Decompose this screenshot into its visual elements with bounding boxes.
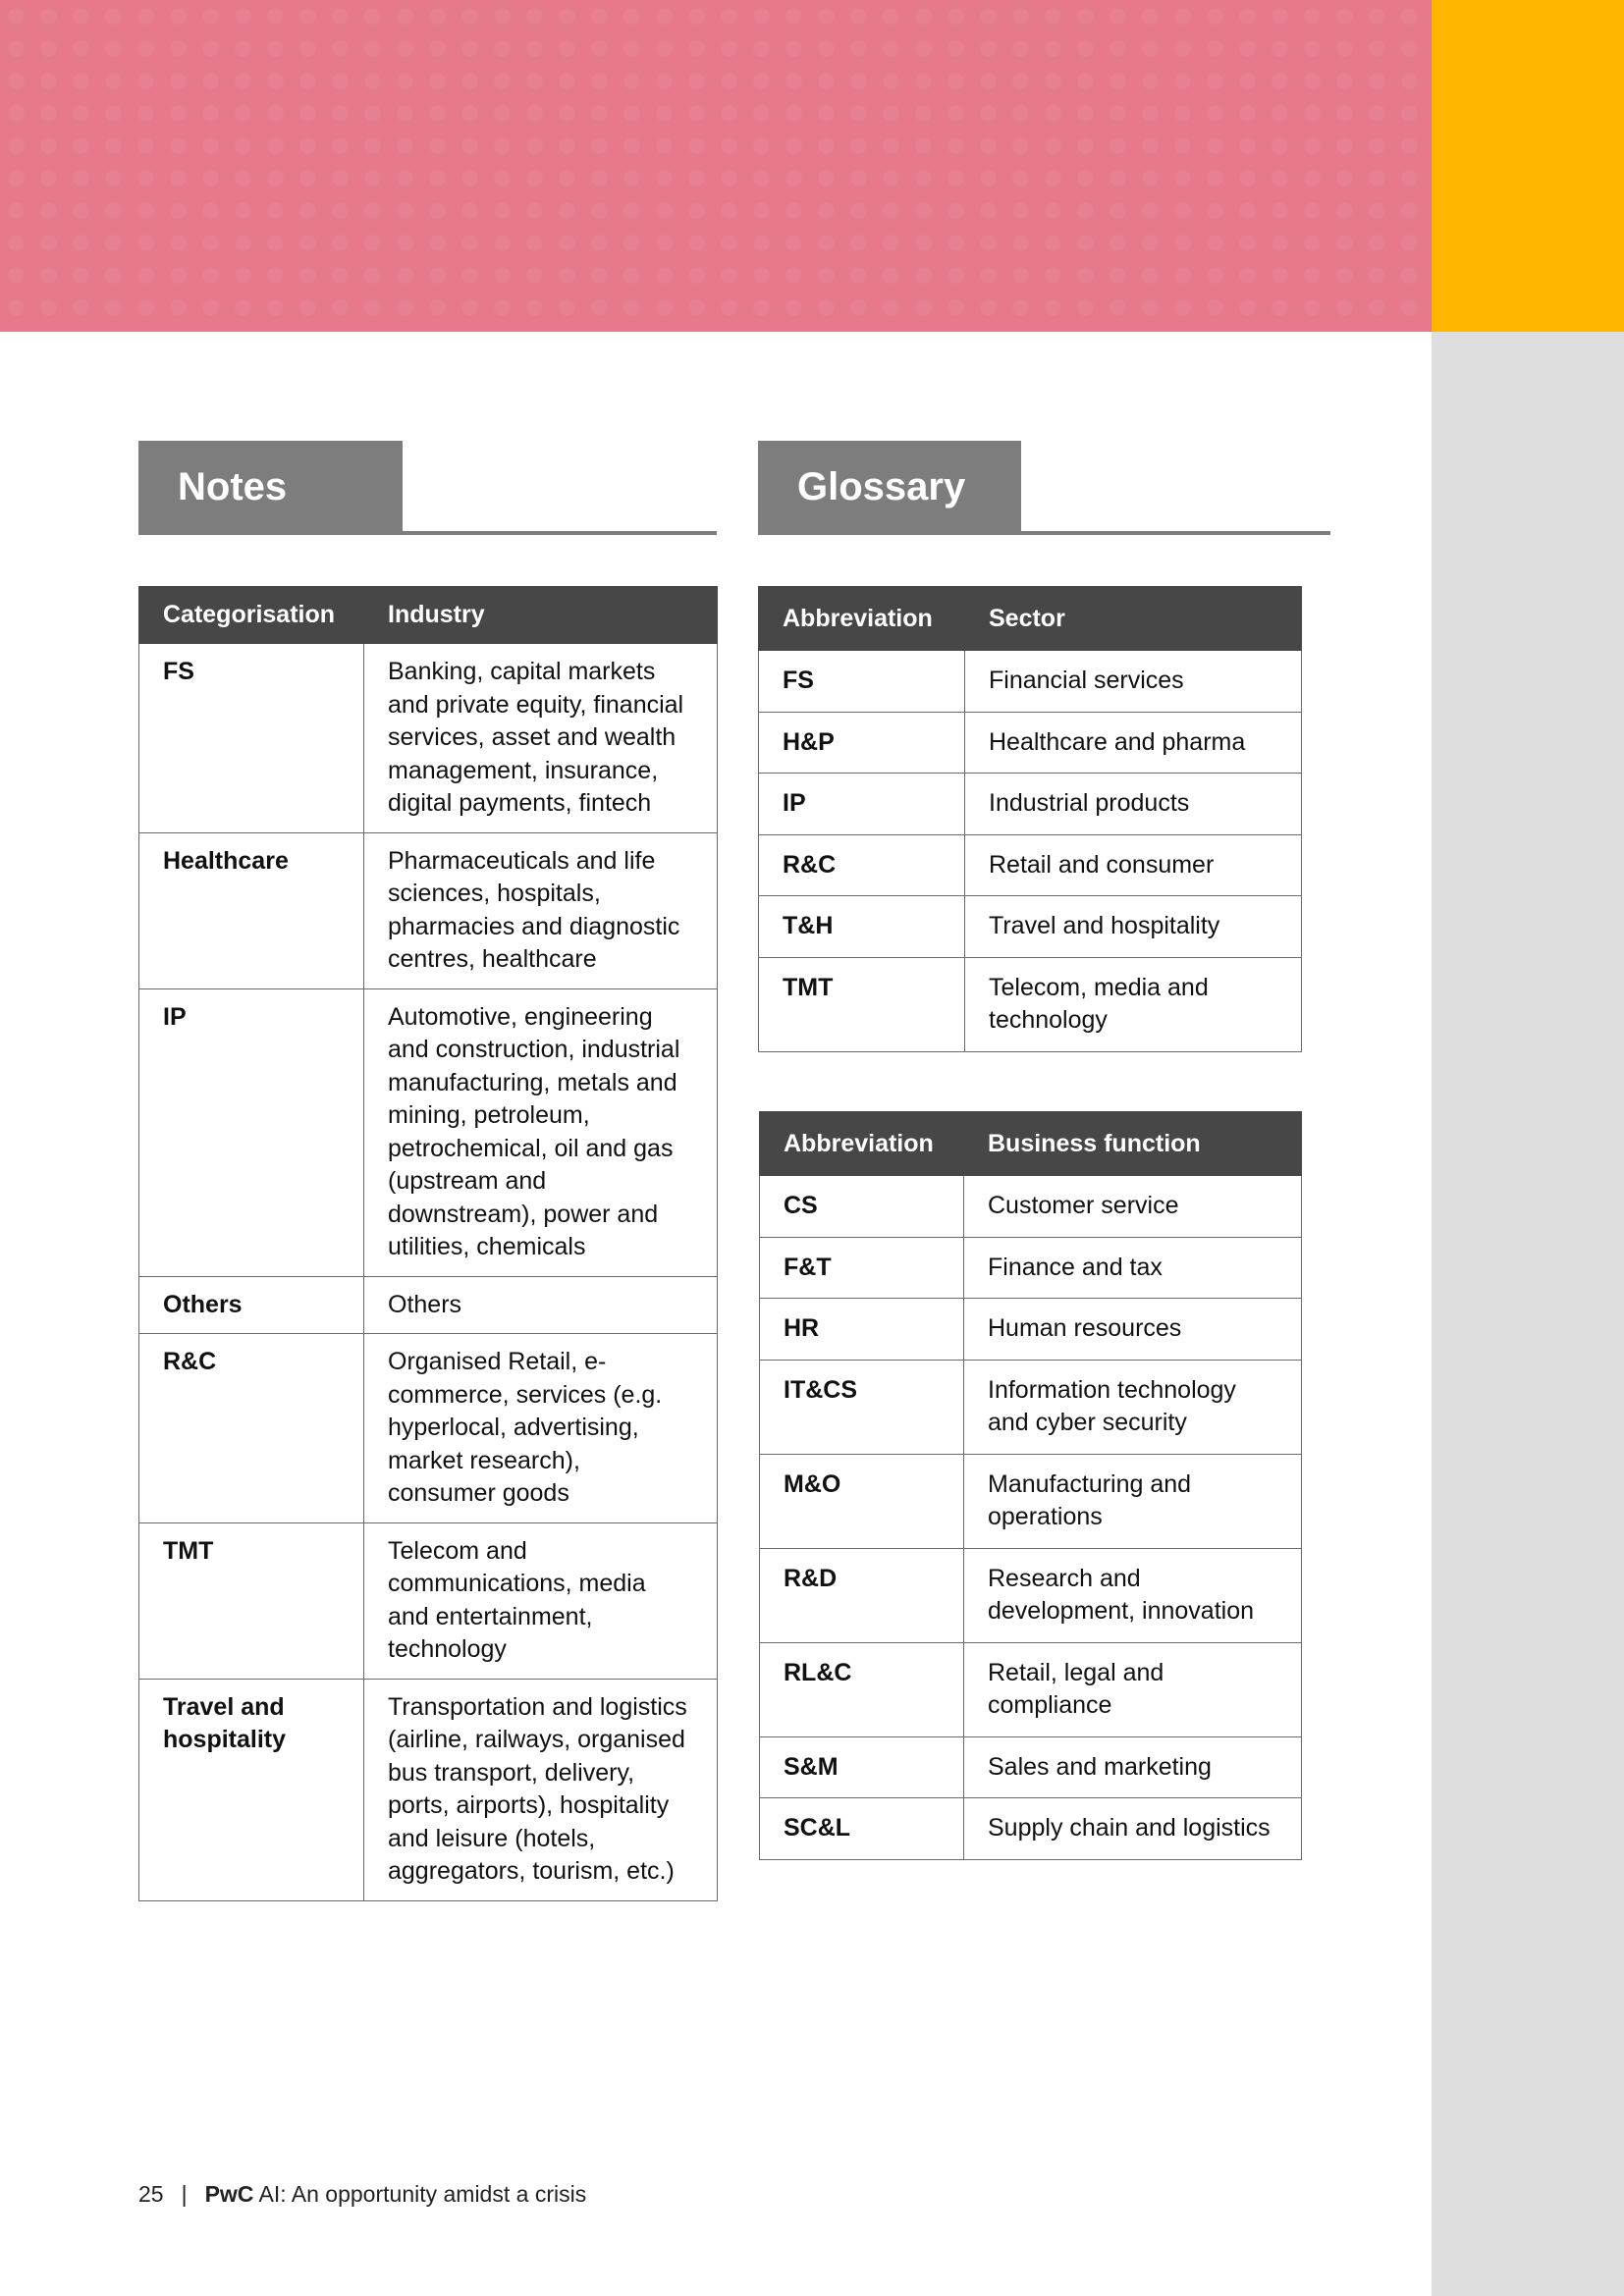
sector-cell: Telecom, media and technology [965, 957, 1302, 1051]
column-header: Categorisation [139, 587, 364, 644]
table-row [760, 1360, 1302, 1454]
industry-cell: Others [364, 1276, 718, 1334]
category-cell: Others [139, 1276, 364, 1334]
table-header-row [760, 1112, 1302, 1176]
footer-title: AI: An opportunity amidst a crisis [258, 2181, 587, 2207]
sector-cell: Industrial products [965, 774, 1302, 835]
industry-cell: Automotive, engineering and construction, industrial manufacturing, metals and mining, petroleum, petrochemical, oil and gas (upstream and downstream), power and utilities, chemicals [364, 988, 718, 1276]
abbreviation-cell: CS [760, 1176, 964, 1238]
function-cell: Supply chain and logistics [964, 1798, 1302, 1860]
sector-table [758, 586, 1302, 1052]
column-header: Abbreviation [759, 587, 965, 651]
industry-cell: Pharmaceuticals and life sciences, hospitals, pharmacies and diagnostic centres, healthcare [364, 832, 718, 988]
industry-cell: Transportation and logistics (airline, railways, organised bus transport, delivery, ports, airports), hospitality and leisure (hotels, aggregators, tourism, etc.) [364, 1679, 718, 1900]
table-row [759, 651, 1302, 713]
column-header: Industry [364, 587, 718, 644]
table-row [760, 1299, 1302, 1361]
sector-cell: Financial services [965, 651, 1302, 713]
table-row [139, 644, 718, 833]
category-cell: Travel and hospitality [139, 1679, 364, 1900]
notes-title: Notes [138, 441, 403, 533]
abbreviation-cell: M&O [760, 1454, 964, 1548]
category-cell: IP [139, 988, 364, 1276]
table-row [760, 1176, 1302, 1238]
page-number: 25 [138, 2181, 164, 2207]
abbreviation-cell: R&C [759, 834, 965, 896]
table-row [759, 896, 1302, 958]
function-cell: Retail, legal and compliance [964, 1642, 1302, 1736]
function-cell: Customer service [964, 1176, 1302, 1238]
abbreviation-cell: FS [759, 651, 965, 713]
side-strip [1432, 332, 1624, 2296]
table-row [759, 774, 1302, 835]
function-cell: Finance and tax [964, 1237, 1302, 1299]
sector-cell: Travel and hospitality [965, 896, 1302, 958]
abbreviation-cell: IP [759, 774, 965, 835]
category-cell: Healthcare [139, 832, 364, 988]
function-cell: Sales and marketing [964, 1736, 1302, 1798]
category-cell: FS [139, 644, 364, 833]
header-banner [0, 0, 1432, 332]
industry-cell: Organised Retail, e-commerce, services (e.g. hyperlocal, advertising, market research), consumer goods [364, 1334, 718, 1523]
function-cell: Research and development, innovation [964, 1548, 1302, 1642]
table-row [139, 1276, 718, 1334]
sector-cell: Retail and consumer [965, 834, 1302, 896]
table-row [139, 1679, 718, 1900]
page-footer [138, 2181, 586, 2208]
table-row [759, 957, 1302, 1051]
category-cell: TMT [139, 1522, 364, 1679]
column-header: Abbreviation [760, 1112, 964, 1176]
abbreviation-cell: TMT [759, 957, 965, 1051]
table-row [139, 832, 718, 988]
table-row [760, 1798, 1302, 1860]
abbreviation-cell: SC&L [760, 1798, 964, 1860]
notes-table [138, 586, 718, 1901]
table-row [759, 712, 1302, 774]
table-row [760, 1736, 1302, 1798]
function-cell: Human resources [964, 1299, 1302, 1361]
industry-cell: Banking, capital markets and private equity, financial services, asset and wealth management, insurance, digital payments, fintech [364, 644, 718, 833]
glossary-section-header [758, 441, 1330, 535]
abbreviation-cell: T&H [759, 896, 965, 958]
footer-brand: PwC [204, 2181, 254, 2207]
abbreviation-cell: R&D [760, 1548, 964, 1642]
table-row [760, 1548, 1302, 1642]
abbreviation-cell: RL&C [760, 1642, 964, 1736]
business-function-table [759, 1111, 1302, 1860]
table-row [760, 1237, 1302, 1299]
abbreviation-cell: S&M [760, 1736, 964, 1798]
industry-cell: Telecom and communications, media and entertainment, technology [364, 1522, 718, 1679]
table-row [139, 1334, 718, 1523]
table-row [139, 988, 718, 1276]
table-row [760, 1454, 1302, 1548]
banner-pattern [0, 0, 1432, 332]
table-row [759, 834, 1302, 896]
table-row [139, 1522, 718, 1679]
column-header: Sector [965, 587, 1302, 651]
notes-section-header [138, 441, 717, 535]
footer-separator: | [181, 2181, 188, 2207]
notes-header-rule [138, 531, 717, 535]
abbreviation-cell: HR [760, 1299, 964, 1361]
category-cell: R&C [139, 1334, 364, 1523]
table-row [760, 1642, 1302, 1736]
function-cell: Information technology and cyber security [964, 1360, 1302, 1454]
column-header: Business function [964, 1112, 1302, 1176]
function-cell: Manufacturing and operations [964, 1454, 1302, 1548]
table-header-row [759, 587, 1302, 651]
glossary-title: Glossary [758, 441, 1021, 533]
table-header-row [139, 587, 718, 644]
accent-block [1432, 0, 1624, 332]
glossary-header-rule [758, 531, 1330, 535]
abbreviation-cell: H&P [759, 712, 965, 774]
sector-cell: Healthcare and pharma [965, 712, 1302, 774]
abbreviation-cell: IT&CS [760, 1360, 964, 1454]
abbreviation-cell: F&T [760, 1237, 964, 1299]
